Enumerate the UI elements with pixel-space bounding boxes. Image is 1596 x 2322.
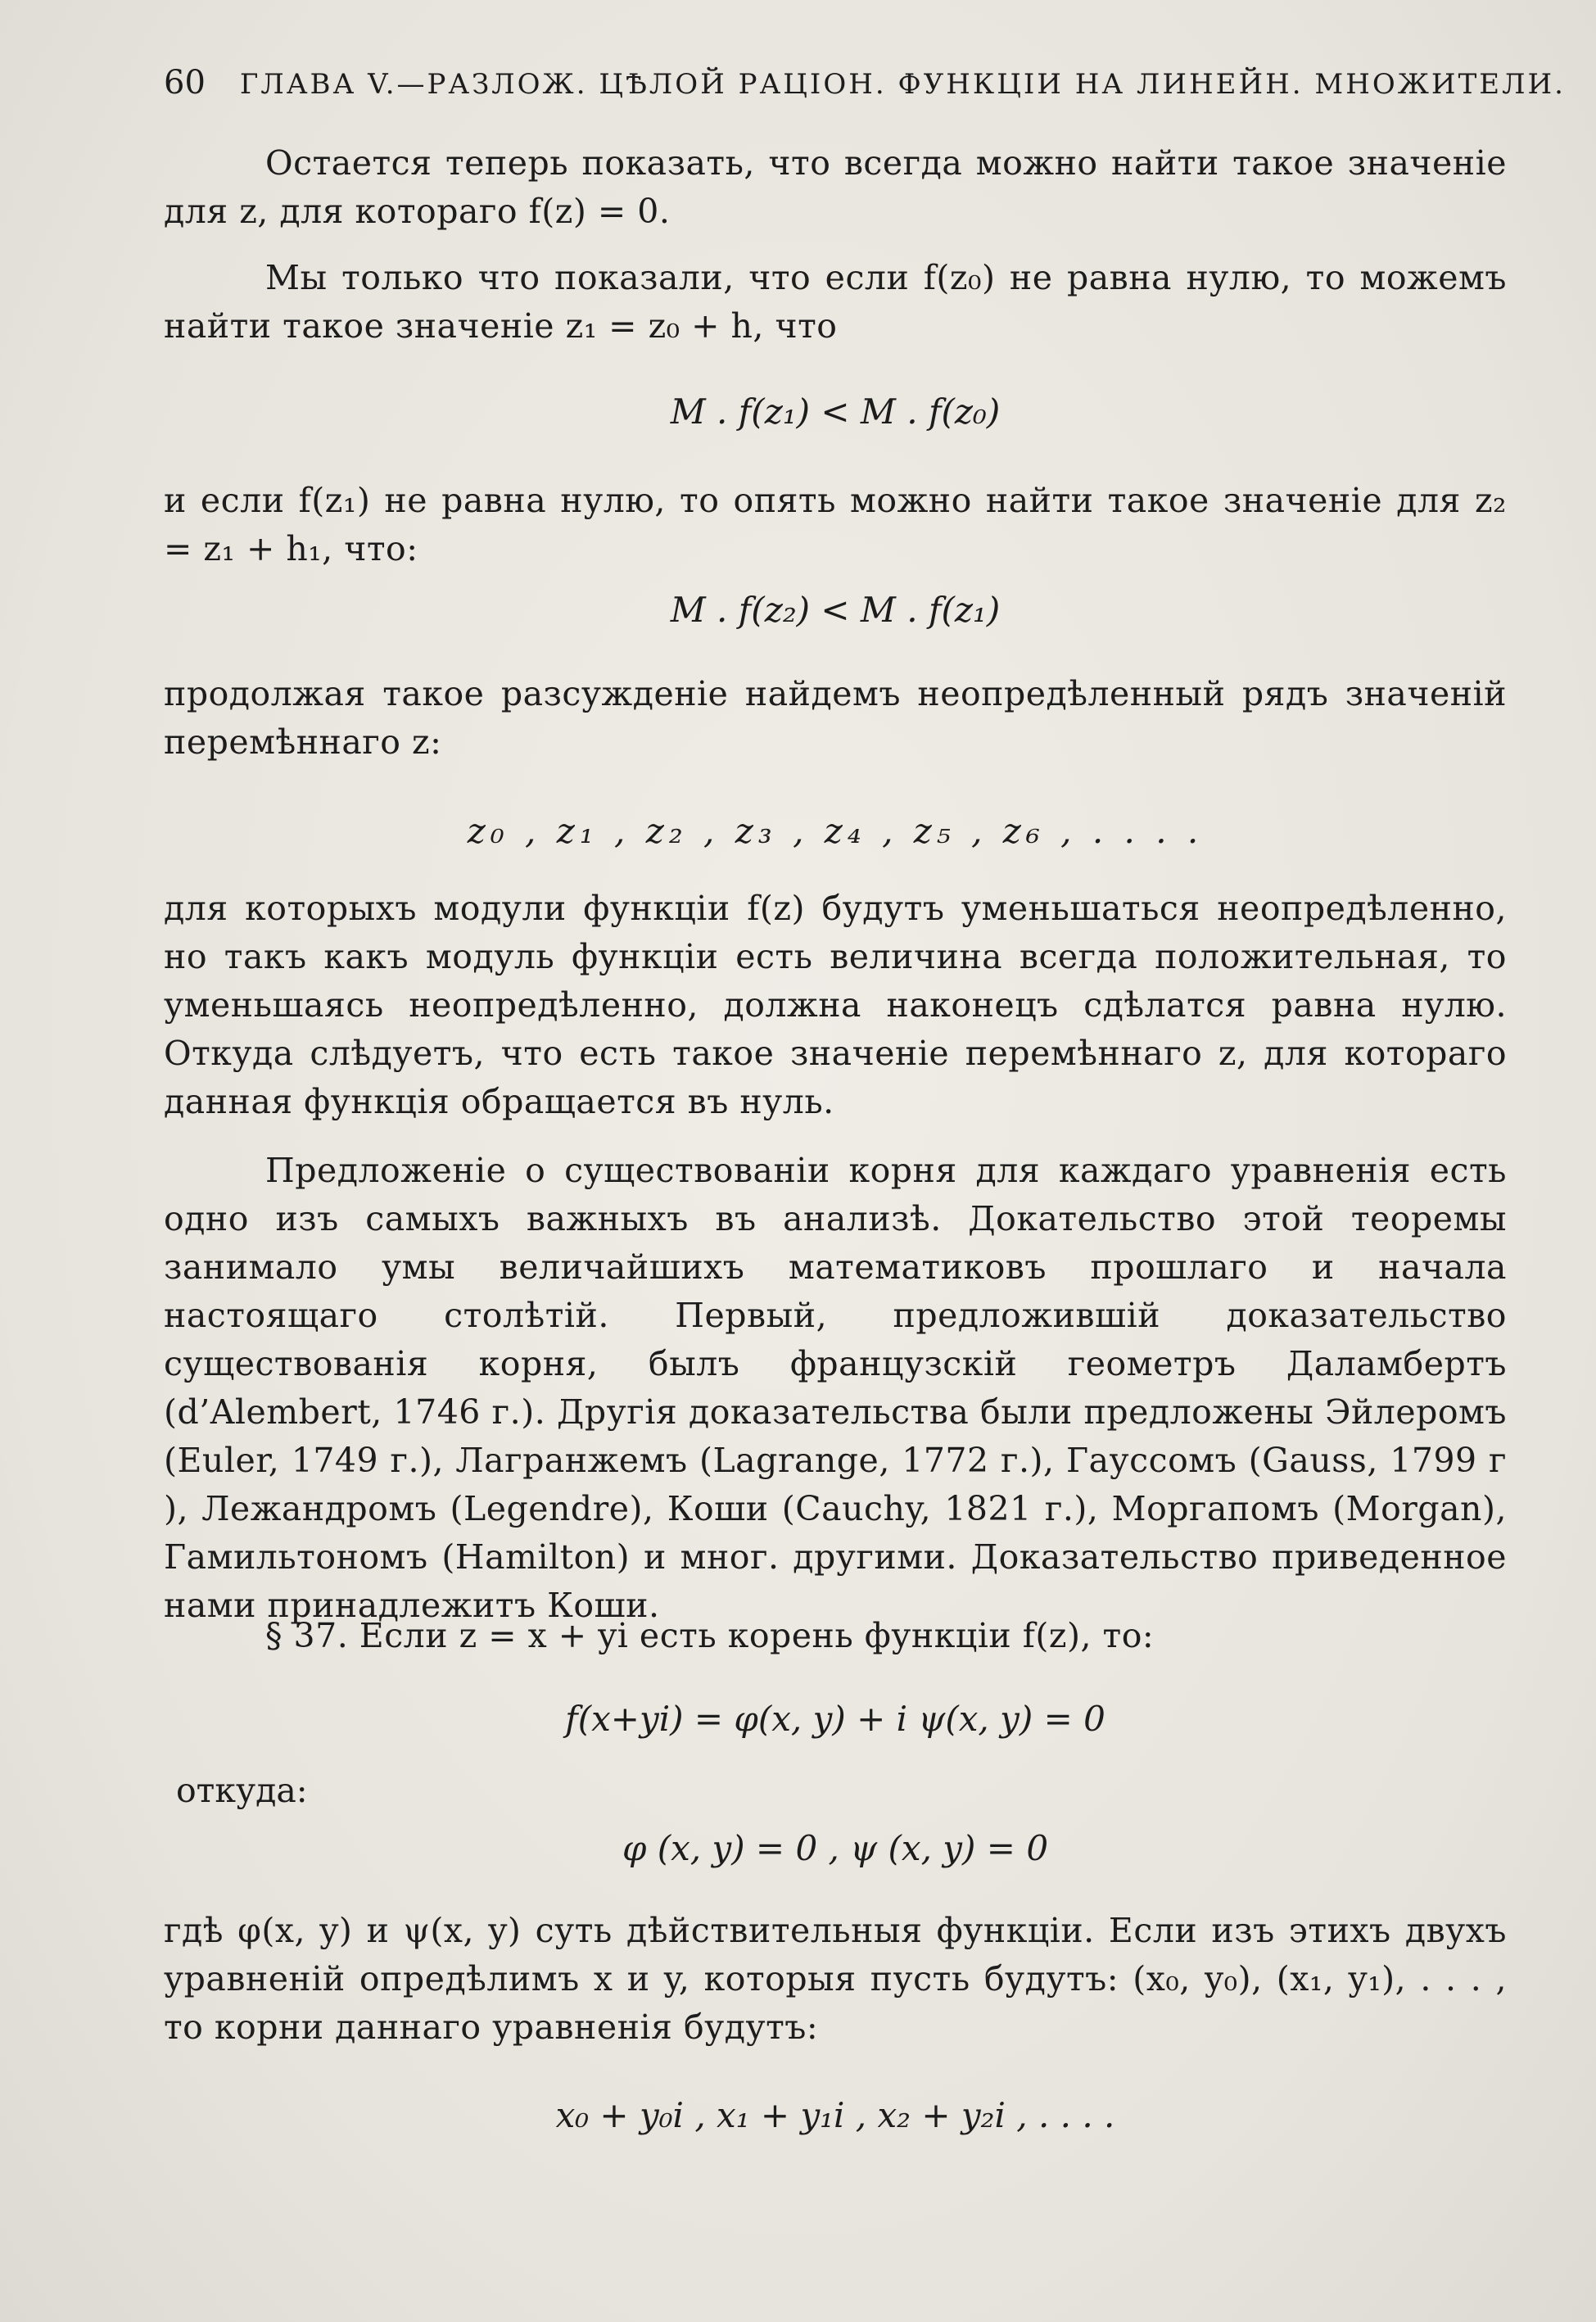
paragraph-4: продолжая такое разсужденіе найдемъ неопредѣленный рядъ значеній перемѣннаго z: xyxy=(164,674,1507,762)
equation-5: φ (x, y) = 0 , ψ (x, y) = 0 xyxy=(622,1828,1049,1868)
paragraph-3: и если f(z₁) не равна нулю, то опять можно найти такое значеніе для z₂ = z₁ + h₁, что: xyxy=(164,481,1507,568)
page-header xyxy=(164,64,1566,102)
paragraph-5: для которыхъ модули функціи f(z) будутъ уменьшаться неопредѣленно, но такъ какъ модуль функціи есть величина всегда положительная, то уменьшаясь неопредѣленно, должна наконецъ сдѣлатся равна нулю. Откуда слѣдуетъ, что есть такое значеніе перемѣннаго z, для котораго данная функція обращается въ нуль. xyxy=(164,889,1507,1121)
equation-3: z₀ , z₁ , z₂ , z₃ , z₄ , z₅ , z₆ , . . . . xyxy=(467,811,1204,851)
equation-4: f(x+yi) = φ(x, y) + i ψ(x, y) = 0 xyxy=(565,1699,1105,1739)
paragraph-1: Остается теперь показать, что всегда можно найти такое значеніе для z, для котораго f(z) = 0. xyxy=(164,143,1507,231)
label-otkuda: откуда: xyxy=(176,1771,308,1810)
running-title: ГЛАВА V.—РАЗЛОЖ. ЦѢЛОЙ РАЦІОН. ФУНКЦІИ НА ЛИНЕЙН. МНОЖИТЕЛИ. xyxy=(239,68,1566,101)
paragraph-8: гдѣ φ(x, y) и ψ(x, y) суть дѣйствительныя функціи. Если изъ этихъ двухъ уравненій опредѣлимъ x и y, которыя пусть будутъ: (x₀, y₀), (x₁, y₁), . . . , то корни даннаго уравненія будутъ: xyxy=(164,1911,1507,2047)
equation-2: M . f(z₂) < M . f(z₁) xyxy=(670,590,1001,630)
equation-1: M . f(z₁) < M . f(z₀) xyxy=(670,392,1001,432)
paragraph-2: Мы только что показали, что если f(z₀) не равна нулю, то можемъ найти такое значеніе z₁ = z₀ + h, что xyxy=(164,258,1507,346)
paragraph-6: Предложеніе о существованіи корня для каждаго уравненія есть одно изъ самыхъ важныхъ въ анализѣ. Докательство этой теоремы занимало умы величайшихъ математиковъ прошлаго и начала настоящаго столѣтій. Первый, предложившій доказательство существованія корня, былъ французскій геометръ Даламбертъ (d’Alembert, 1746 г.). Другія доказательства были предложены Эйлеромъ (Euler, 1749 г.), Лагранжемъ (Lagrange, 1772 г.), Гауссомъ (Gauss, 1799 г ), Лежандромъ (Legendre), Коши (Cauchy, 1821 г.), Моргапомъ (Morgan), Гамильтономъ (Hamilton) и мног. другими. Доказательство приведенное нами принадлежитъ Коши. xyxy=(164,1151,1507,1625)
equation-6: x₀ + y₀i , x₁ + y₁i , x₂ + y₂i , . . . . xyxy=(555,2095,1115,2135)
page-number: 60 xyxy=(164,64,206,102)
section-37-intro: § 37. Если z = x + yi есть корень функціи f(z), то: xyxy=(265,1616,1155,1655)
